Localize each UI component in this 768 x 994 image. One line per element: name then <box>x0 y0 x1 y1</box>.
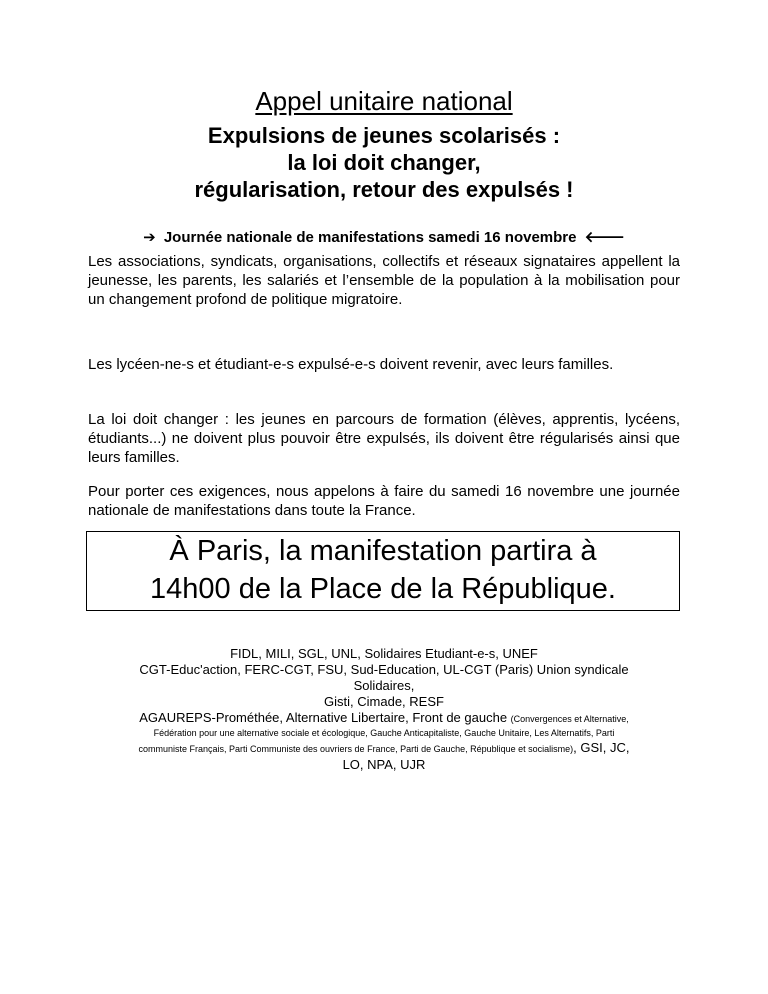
signatories-line-2: CGT-Educ'action, FERC-CGT, FSU, Sud-Education, UL-CGT (Paris) Union syndicale <box>139 662 629 677</box>
paragraph-2: Les lycéen-ne-s et étudiant-e-s expulsé-e-s doivent revenir, avec leurs familles. <box>88 356 614 373</box>
headline-line-3: régularisation, retour des expulsés ! <box>194 177 574 202</box>
callout-line-2: 14h00 de la Place de la République. <box>150 573 616 605</box>
signatories-line-6: Fédération pour une alternative sociale et écologique, Gauche Anticapitaliste, Gauche Unitaire, Les Alternatifs, Parti <box>153 728 615 738</box>
paragraph-1: Les associations, syndicats, organisations, collectifs et réseaux signataires appellent la jeunesse, les parents, les salariés et l’ensemble de la population à la mobilisation pour un changement profond de politique migratoire. <box>88 253 680 308</box>
headline-line-2: la loi doit changer, <box>287 150 481 175</box>
signatories-line-8: LO, NPA, UJR <box>342 757 426 772</box>
arrow-left-icon: 🡐 <box>584 229 625 246</box>
signatories-line-7 <box>0 740 768 757</box>
event-text: Journée nationale de manifestations samedi 16 novembre <box>163 229 577 246</box>
signatories-line-1: FIDL, MILI, SGL, UNL, Solidaires Etudiant-e-s, UNEF <box>230 646 538 661</box>
signatories-line-3: Solidaires, <box>353 678 415 693</box>
signatories-line-4: Gisti, Cimade, RESF <box>324 694 444 709</box>
appeal-kicker: Appel unitaire national <box>255 86 513 116</box>
signatories-line-5-small: (Convergences et Alternative, <box>510 714 629 724</box>
paragraph-4: Pour porter ces exigences, nous appelons à faire du samedi 16 novembre une journée nationale de manifestations dans toute la France. <box>88 483 680 519</box>
signatories <box>0 646 768 773</box>
headline-line-1: Expulsions de jeunes scolarisés : <box>207 123 561 148</box>
paragraph-3: La loi doit changer : les jeunes en parcours de formation (élèves, apprentis, lycéens, étudiants...) ne doivent plus pouvoir être expulsés, ils doivent être régularisés ainsi que leurs familles. <box>88 411 680 466</box>
callout-line-1: À Paris, la manifestation partira à <box>169 535 597 567</box>
arrow-right-icon: ➔ <box>143 229 156 246</box>
signatories-line-7-main: , GSI, JC, <box>573 740 630 755</box>
signatories-line-7-small: communiste Français, Parti Communiste des ouvriers de France, Parti de Gauche, République et socialisme) <box>138 744 574 754</box>
headline <box>0 122 768 203</box>
paris-callout-box <box>86 531 680 611</box>
signatories-line-5-main: AGAUREPS-Prométhée, Alternative Libertaire, Front de gauche <box>139 710 508 725</box>
event-announcement <box>0 227 768 246</box>
signatories-line-5 <box>0 710 768 727</box>
